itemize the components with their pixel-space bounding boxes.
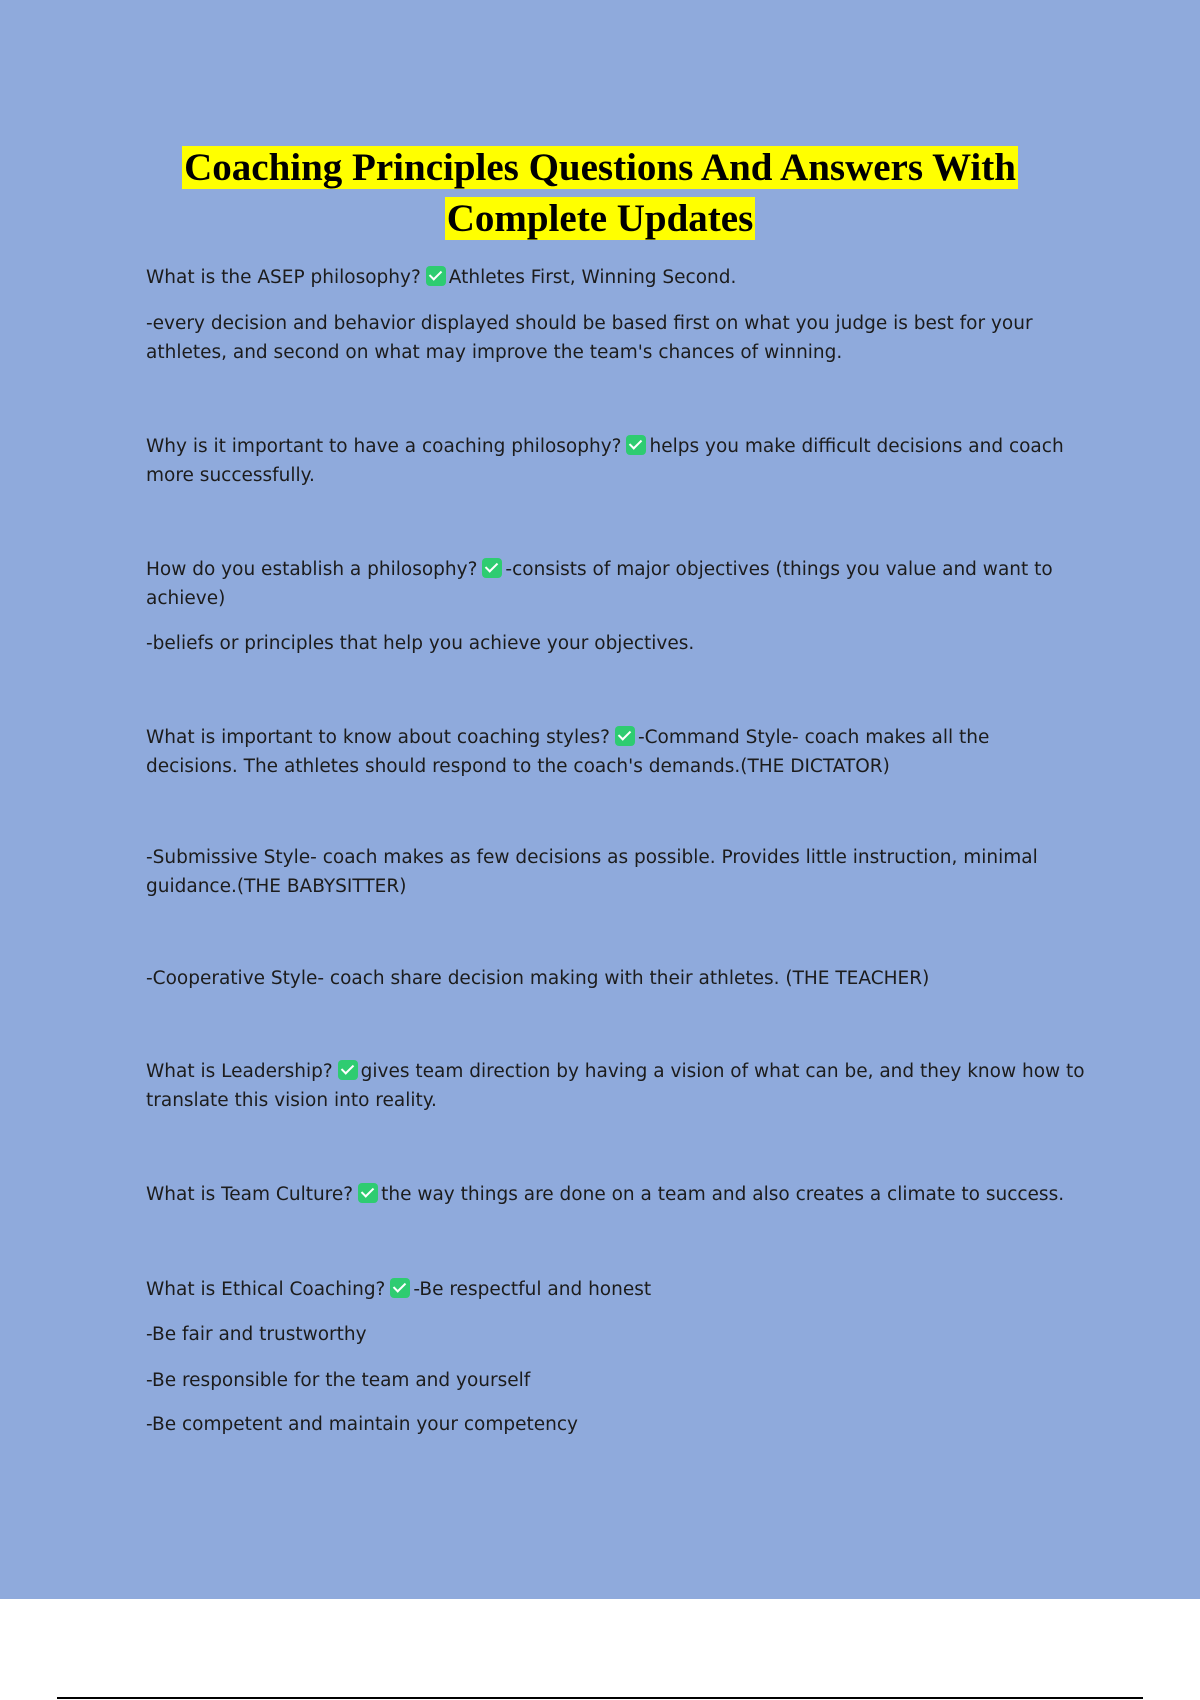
check-icon	[626, 435, 646, 455]
answer-detail: -Cooperative Style- coach share decision making with their athletes. (THE TEACHER)	[146, 968, 930, 989]
check-icon	[482, 558, 502, 578]
answer-detail: -Be competent and maintain your competency	[146, 1414, 578, 1435]
answer-text: -Be respectful and honest	[413, 1279, 652, 1300]
question-text: What is Ethical Coaching?	[146, 1279, 386, 1300]
answer-detail: -every decision and behavior displayed should be based first on what you judge is best for your athletes, and second on what may improve the team's chances of winning.	[146, 313, 1033, 363]
question-text: What is important to know about coaching styles?	[146, 727, 610, 748]
answer-detail: -Be fair and trustworthy	[146, 1324, 367, 1345]
document-title	[0, 142, 1200, 244]
answer-detail: -beliefs or principles that help you achieve your objectives.	[146, 633, 695, 654]
qa-item-team-culture	[146, 1180, 1086, 1209]
question-text: Why is it important to have a coaching philosophy?	[146, 436, 622, 457]
check-icon	[358, 1183, 378, 1203]
qa-item-leadership	[146, 1057, 1086, 1115]
qa-item-coaching-philosophy-importance	[146, 432, 1086, 490]
question-text: What is Leadership?	[146, 1061, 333, 1082]
check-icon	[426, 266, 446, 286]
answer-text: helps you make difficult decisions and coach more successfully.	[146, 436, 1064, 486]
question-text: How do you establish a philosophy?	[146, 559, 478, 580]
answer-detail: -Be responsible for the team and yourself	[146, 1370, 531, 1391]
answer-text: -Command Style- coach makes all the decisions. The athletes should respond to the coach's demands.(THE DICTATOR)	[146, 727, 990, 777]
qa-item-establish-philosophy	[146, 555, 1086, 613]
answer-detail: -Submissive Style- coach makes as few decisions as possible. Provides little instruction, minimal guidance.(THE BABYSITTER)	[146, 847, 1038, 897]
check-icon	[390, 1278, 410, 1298]
footer-rule	[57, 1697, 1143, 1699]
qa-item-ethical-coaching	[146, 1275, 1086, 1304]
answer-text: the way things are done on a team and also creates a climate to success.	[381, 1184, 1065, 1205]
answer-text: Athletes First, Winning Second.	[448, 267, 737, 288]
title-line-1: Coaching Principles Questions And Answers With	[184, 146, 1016, 189]
check-icon	[615, 726, 635, 746]
qa-item-asep-philosophy	[146, 263, 1086, 292]
qa-item-coaching-styles	[146, 723, 1086, 781]
question-text: What is Team Culture?	[146, 1184, 354, 1205]
answer-text: gives team direction by having a vision of what can be, and they know how to translate this vision into reality.	[146, 1061, 1085, 1111]
title-line-2: Complete Updates	[446, 197, 754, 240]
answer-text: -consists of major objectives (things you value and want to achieve)	[146, 559, 1053, 609]
check-icon	[338, 1060, 358, 1080]
question-text: What is the ASEP philosophy?	[146, 267, 421, 288]
